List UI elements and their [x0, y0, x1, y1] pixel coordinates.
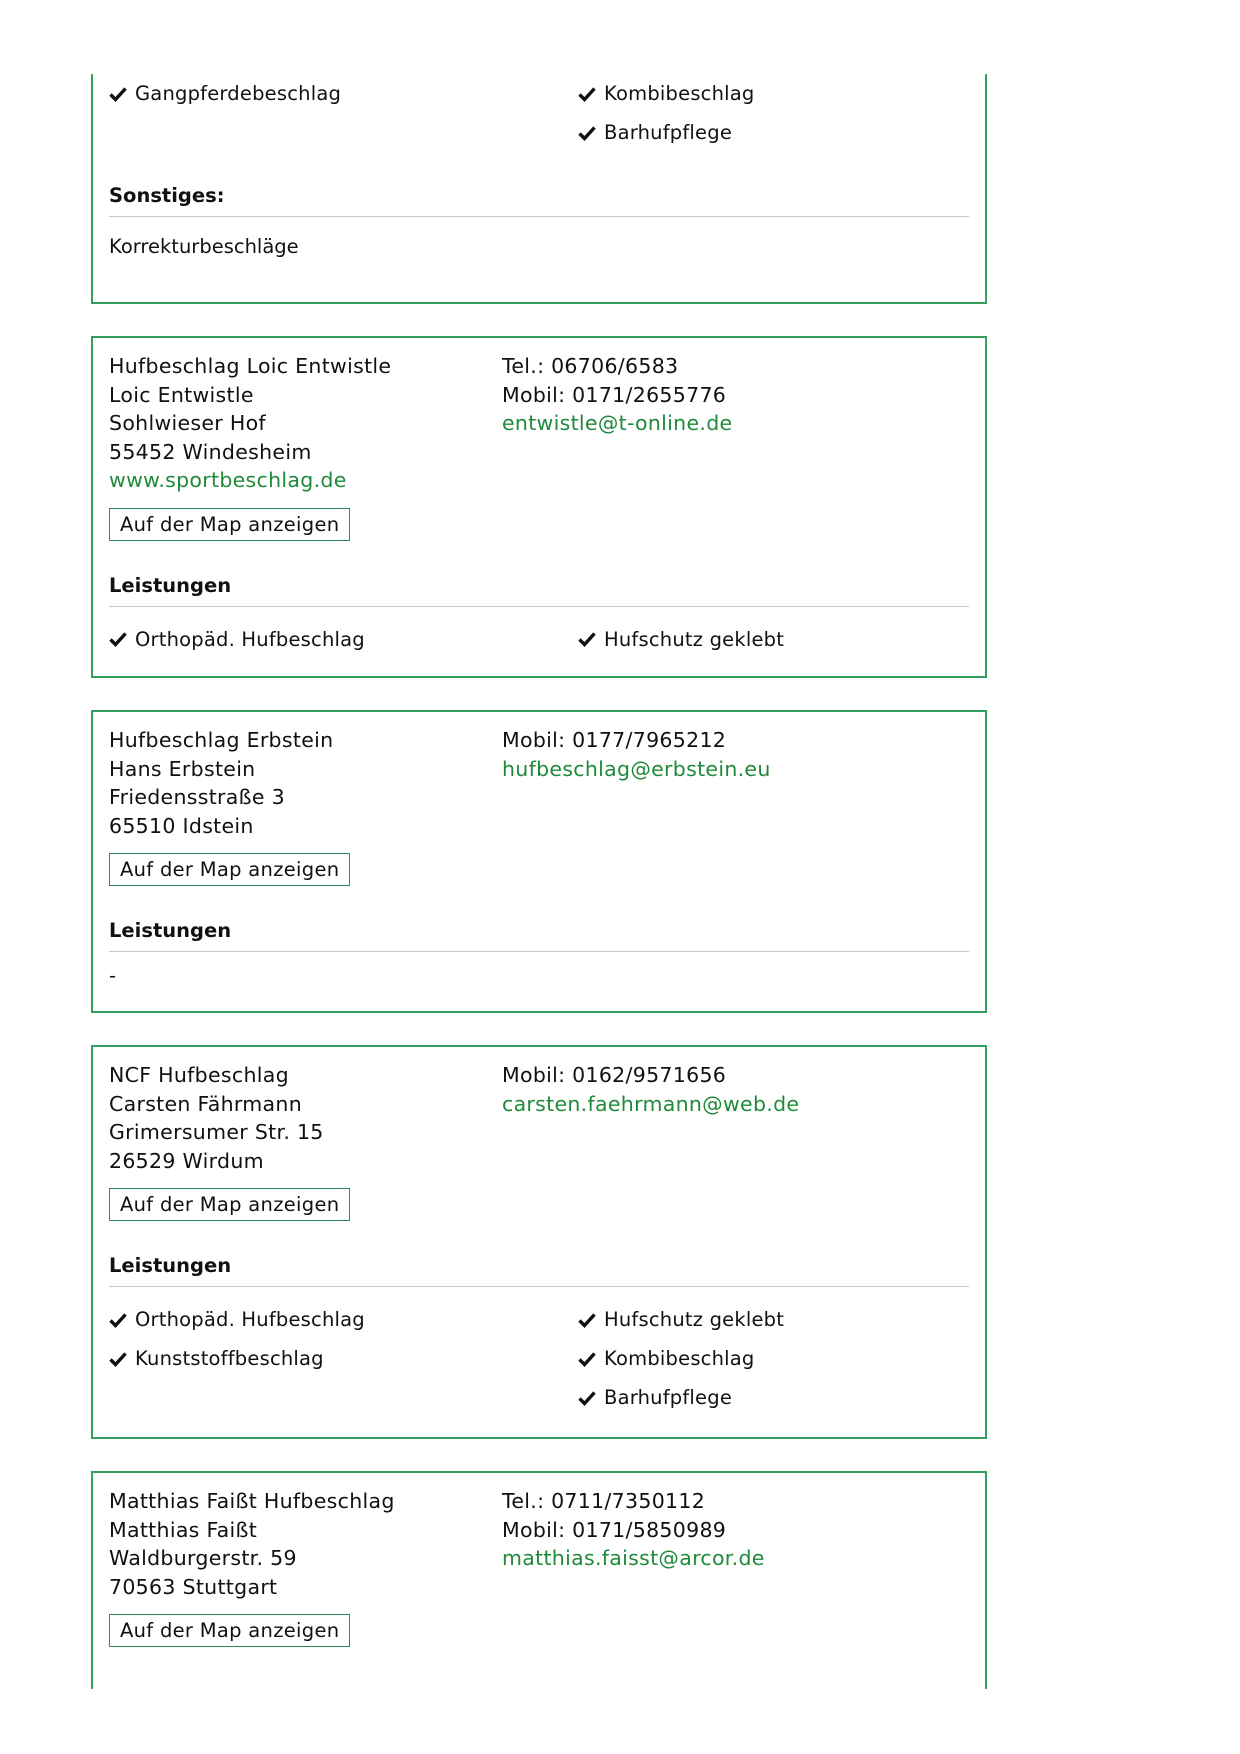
city: 55452 Windesheim — [109, 439, 312, 464]
street: Sohlwieser Hof — [109, 411, 266, 435]
check-icon — [109, 1350, 127, 1368]
email-link[interactable]: matthias.faisst@arcor.de — [502, 1546, 765, 1570]
check-icon — [109, 85, 127, 103]
service-item: Gangpferdebeschlag — [109, 74, 578, 113]
service-item: Hufschutz geklebt — [578, 1300, 969, 1339]
check-icon — [109, 1311, 127, 1329]
check-icon — [578, 85, 596, 103]
service-item: Orthopäd. Hufbeschlag — [109, 1300, 578, 1339]
service-item: Kunststoffbeschlag — [109, 1339, 578, 1378]
contact-person: Matthias Faißt — [109, 1517, 258, 1542]
city: 70563 Stuttgart — [109, 1574, 278, 1599]
company-name: NCF Hufbeschlag — [109, 1063, 289, 1087]
service-item: Kombibeschlag — [578, 74, 969, 113]
service-item: Barhufpflege — [578, 113, 969, 152]
check-icon — [578, 1389, 596, 1407]
show-on-map-button[interactable]: Auf der Map anzeigen — [109, 508, 350, 541]
contact-person: Carsten Fährmann — [109, 1091, 302, 1116]
mobile: Mobil: 0162/9571656 — [502, 1063, 727, 1087]
phone: Tel.: 0711/7350112 — [502, 1489, 706, 1513]
show-on-map-button[interactable]: Auf der Map anzeigen — [109, 1614, 350, 1647]
company-name: Matthias Faißt Hufbeschlag — [109, 1489, 395, 1513]
phone-block — [502, 1487, 765, 1601]
street: Friedensstraße 3 — [109, 785, 285, 809]
phone: Tel.: 06706/6583 — [502, 354, 679, 378]
mobile: Mobil: 0171/5850989 — [502, 1517, 727, 1542]
mobile: Mobil: 0171/2655776 — [502, 382, 727, 407]
show-on-map-button[interactable]: Auf der Map anzeigen — [109, 853, 350, 886]
service-item: Barhufpflege — [578, 1378, 969, 1417]
phone-block — [502, 726, 771, 840]
website-link[interactable]: www.sportbeschlag.de — [109, 468, 347, 492]
services-heading: Leistungen — [109, 919, 969, 952]
city: 65510 Idstein — [109, 813, 254, 838]
address-block — [109, 726, 502, 840]
street: Waldburgerstr. 59 — [109, 1546, 297, 1570]
check-icon — [578, 630, 596, 648]
check-icon — [578, 1350, 596, 1368]
services-heading: Leistungen — [109, 574, 969, 607]
email-link[interactable]: carsten.faehrmann@web.de — [502, 1091, 800, 1116]
address-block — [109, 1487, 502, 1601]
provider-card — [91, 1045, 987, 1439]
service-item: Hufschutz geklebt — [578, 620, 969, 659]
street: Grimersumer Str. 15 — [109, 1120, 324, 1144]
service-item: Kombibeschlag — [578, 1339, 969, 1378]
services-list — [109, 1287, 969, 1427]
provider-card — [91, 1471, 987, 1689]
mobile: Mobil: 0177/7965212 — [502, 728, 727, 752]
phone-block — [502, 1061, 799, 1175]
contact-person: Loic Entwistle — [109, 382, 254, 407]
services-heading: Leistungen — [109, 1254, 969, 1287]
services-empty: - — [109, 964, 117, 987]
other-heading: Sonstiges: — [109, 184, 969, 217]
address-block — [109, 1061, 502, 1175]
phone-block — [502, 352, 732, 495]
email-link[interactable]: entwistle@t-online.de — [502, 411, 733, 435]
company-name: Hufbeschlag Erbstein — [109, 728, 334, 752]
address-block — [109, 352, 502, 495]
company-name: Hufbeschlag Loic Entwistle — [109, 354, 392, 378]
service-item: Orthopäd. Hufbeschlag — [109, 620, 578, 659]
check-icon — [109, 630, 127, 648]
contact-person: Hans Erbstein — [109, 756, 256, 781]
provider-card — [91, 336, 987, 678]
provider-card-partial — [91, 74, 987, 304]
services-list — [109, 607, 969, 669]
check-icon — [578, 1311, 596, 1329]
show-on-map-button[interactable]: Auf der Map anzeigen — [109, 1188, 350, 1221]
services-list — [109, 74, 969, 162]
provider-card — [91, 710, 987, 1013]
email-link[interactable]: hufbeschlag@erbstein.eu — [502, 756, 771, 781]
check-icon — [578, 124, 596, 142]
other-text: Korrekturbeschläge — [109, 235, 299, 258]
city: 26529 Wirdum — [109, 1148, 264, 1173]
